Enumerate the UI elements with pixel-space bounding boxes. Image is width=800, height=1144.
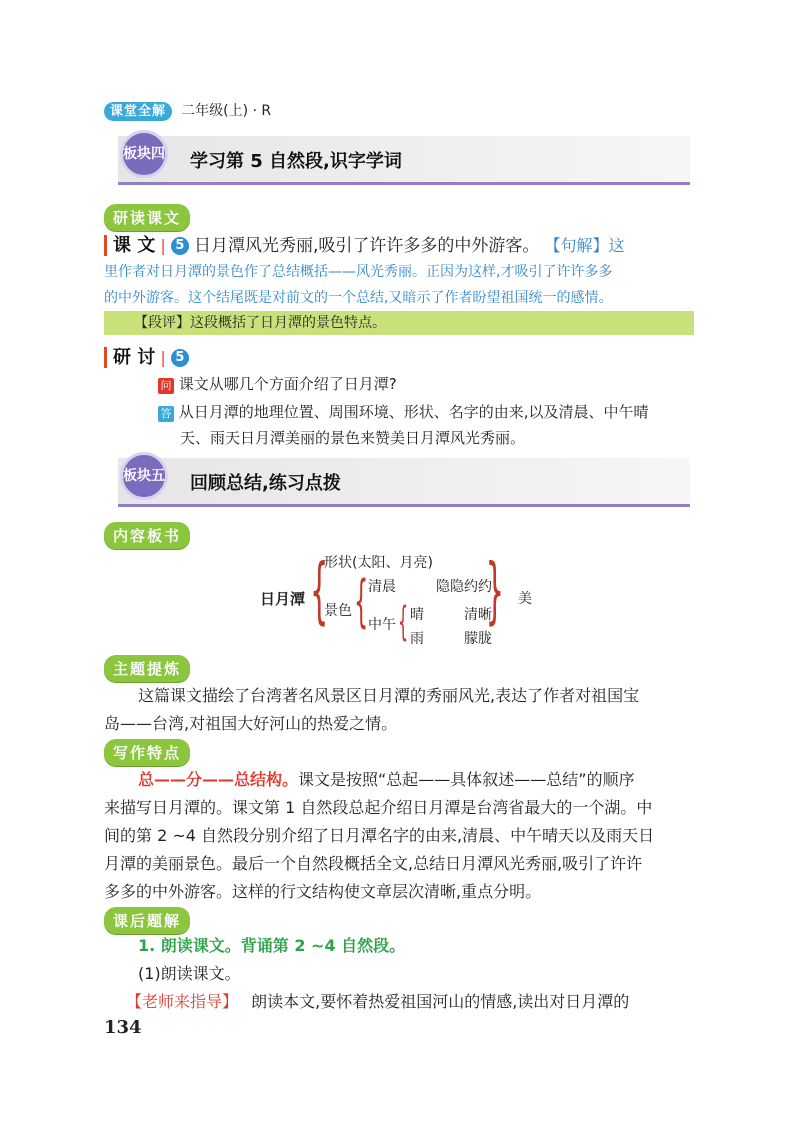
- jujie-text-3: 的中外游客。这个结尾既是对前文的一个总结,又暗示了作者盼望祖国统一的感情。: [104, 290, 613, 306]
- answer-row: [158, 398, 649, 426]
- xiezuo-line-3: 间的第 2 ~4 自然段分别介绍了日月潭名字的由来,清晨、中午晴天以及雨天日: [104, 826, 655, 845]
- board-qingchen: 清晨: [368, 579, 396, 595]
- pill-banshu: 内容板书: [104, 522, 190, 549]
- kehou-q1: 1. 朗读课文。背诵第 2 ~4 自然段。: [138, 936, 406, 955]
- board-qing: 晴: [410, 607, 424, 623]
- board-jingse: 景色: [324, 603, 352, 619]
- section-badge-5: 板块五: [120, 452, 168, 500]
- answer-icon: 答: [158, 406, 174, 422]
- section-title-5: 回顾总结,练习点拨: [190, 473, 341, 494]
- yantao-header: 研 讨 | 5: [104, 343, 189, 369]
- kewen-block: 课 文 | 5 日月潭风光秀丽,吸引了许许多多的中外游客。 【句解】这: [104, 232, 694, 260]
- yantao-number: 5: [171, 349, 189, 367]
- section-title-4: 学习第 5 自然段,识字学词: [190, 151, 402, 172]
- board-mei: 美: [518, 591, 532, 607]
- pill-zhuti: 主题提炼: [104, 655, 190, 682]
- board-diagram: [260, 548, 560, 648]
- paragraph-number: 5: [171, 237, 189, 255]
- zhuti-line-2: 岛——台湾,对祖国大好河山的热爱之情。: [104, 714, 398, 733]
- answer-text-2: 天、雨天日月潭美丽的景色来赞美日月潭风光秀丽。: [180, 429, 526, 447]
- tag-kewen: 课 文: [104, 235, 155, 256]
- board-yinyin: 隐隐约约: [436, 579, 492, 595]
- kewen-sentence: 日月潭风光秀丽,吸引了许许多多的中外游客。: [193, 236, 540, 256]
- board-brace-jingse: {: [354, 569, 369, 634]
- xiezuo-line-1: 课文是按照“总起——具体叙述——总结”的顺序: [298, 770, 635, 789]
- board-brace-right: {: [485, 548, 504, 632]
- teacher-guide-row: [126, 988, 629, 1016]
- board-shape: 形状(太阳、月亮): [324, 555, 433, 571]
- pill-yandu: 研读课文: [104, 204, 190, 231]
- teacher-guide-text: 朗读本文,要怀着热爱祖国河山的情感,读出对日月潭的: [251, 992, 630, 1011]
- jujie-text-2: 里作者对日月潭的景色作了总结概括——风光秀丽。正因为这样,才吸引了许许多多: [104, 264, 613, 280]
- kehou-q1a: (1)朗读课文。: [138, 964, 241, 983]
- duanping-text: 【段评】这段概括了日月潭的景色特点。: [134, 315, 386, 331]
- duanping-bar: [104, 311, 694, 335]
- page-header: [104, 100, 271, 120]
- jujie-text-1: 这: [608, 236, 625, 255]
- question-text: 课文从哪几个方面介绍了日月潭?: [178, 375, 397, 393]
- brand-logo: 课堂全解: [104, 102, 172, 121]
- board-yu: 雨: [410, 631, 424, 647]
- xiezuo-line-5: 多多的中外游客。这样的行文结构使文章层次清晰,重点分明。: [104, 882, 542, 901]
- board-qingxi: 清晰: [464, 607, 492, 623]
- section-badge-4: 板块四: [120, 130, 168, 178]
- answer-text-1: 从日月潭的地理位置、周围环境、形状、名字的由来,以及清晨、中午晴: [178, 403, 649, 421]
- xiezuo-line-1-row: [138, 766, 635, 794]
- board-brace-main: {: [310, 548, 329, 632]
- board-root: 日月潭: [260, 590, 306, 608]
- xiezuo-line-4: 月潭的美丽景色。最后一个自然段概括全文,总结日月潭风光秀丽,吸引了许许: [104, 854, 643, 873]
- question-icon: 问: [158, 378, 174, 394]
- pill-kehou: 课后题解: [104, 907, 190, 934]
- grade-label: 二年级(上) · R: [181, 103, 272, 119]
- tag-yantao: 研 讨: [104, 347, 155, 368]
- page-number: 134: [104, 1017, 142, 1038]
- board-zhongwu: 中午: [368, 617, 396, 633]
- pill-xiezuo: 写作特点: [104, 739, 190, 766]
- jujie-label: 【句解】: [544, 236, 609, 255]
- question-row: [158, 370, 397, 398]
- xiezuo-highlight: 总——分——总结构。: [138, 770, 299, 789]
- board-brace-zhongwu: {: [398, 599, 409, 645]
- teacher-guide-label: 【老师来指导】: [126, 992, 239, 1011]
- zhuti-line-1: 这篇课文描绘了台湾著名风景区日月潭的秀丽风光,表达了作者对祖国宝: [138, 686, 640, 705]
- board-menglong: 朦胧: [464, 631, 492, 647]
- xiezuo-line-2: 来描写日月潭的。课文第 1 自然段总起介绍日月潭是台湾省最大的一个湖。中: [104, 798, 653, 817]
